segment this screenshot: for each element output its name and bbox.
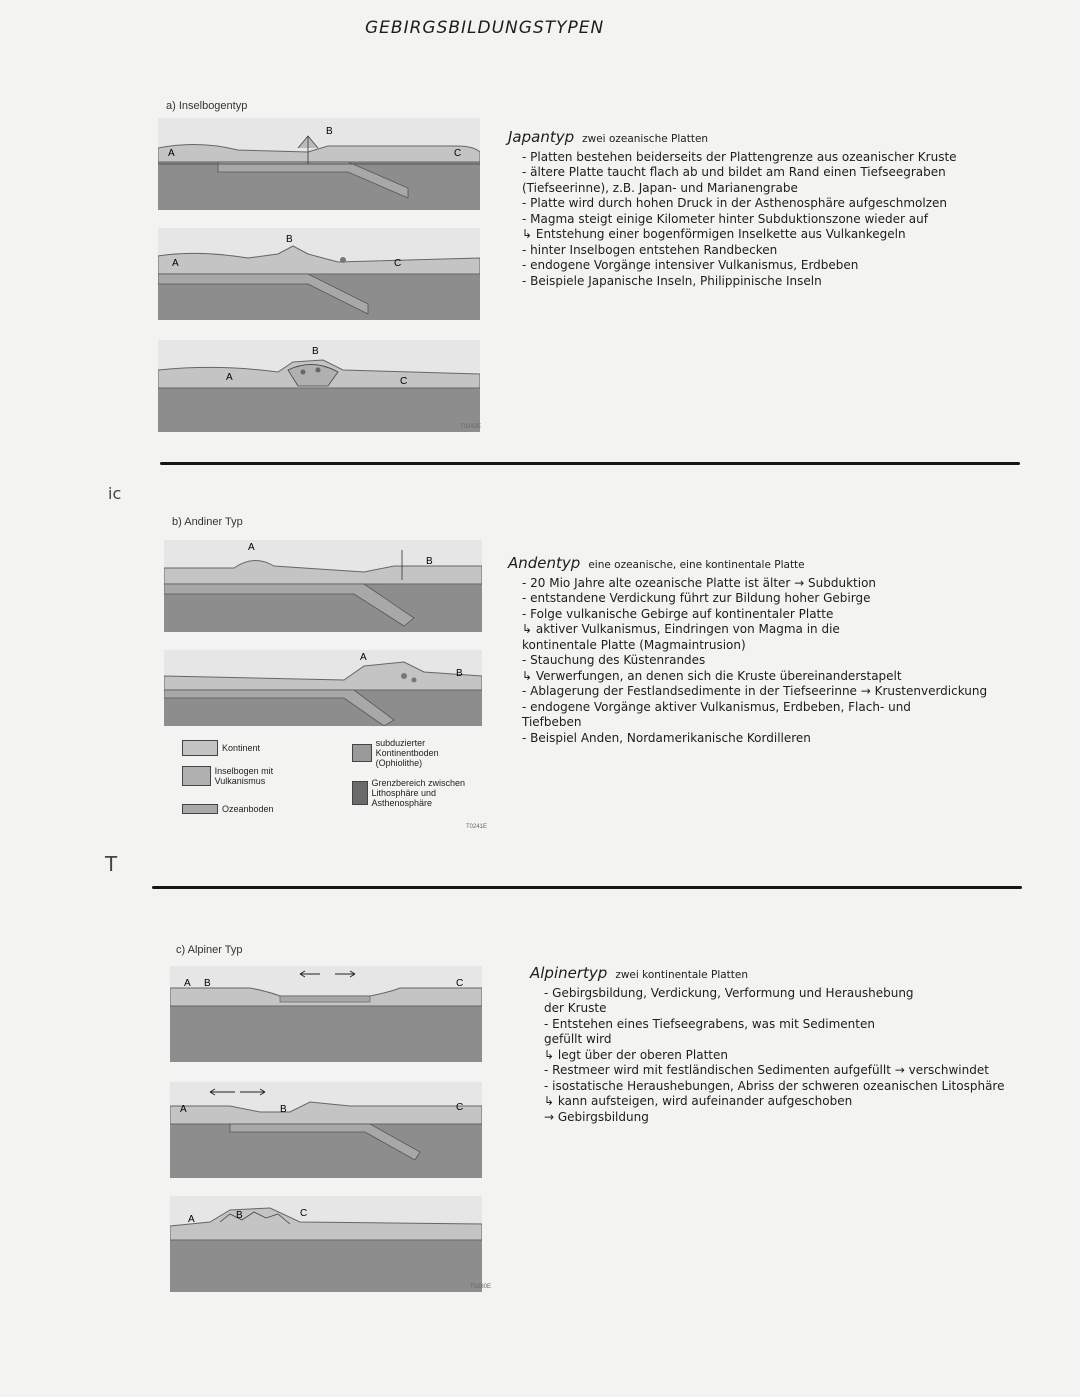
section-divider-2 (152, 886, 1022, 889)
legend-item-grenzbereich: Grenzbereich zwischen Lithosphäre und Asthenosphäre (352, 778, 472, 808)
stage2-letter-c: C (394, 258, 402, 269)
notes-head-japantyp: Japantyp (508, 128, 575, 146)
alpiner-stage2-letter-b: B (280, 1104, 287, 1115)
legend-item-inselbogen: Inselbogen mit Vulkanismus (182, 766, 302, 786)
note-line: Tiefbeben (522, 715, 582, 729)
note-line: - Platte wird durch hohen Druck in der Asthenosphäre aufgeschmolzen (522, 196, 947, 210)
note-line: ↳ legt über der oberen Platten (544, 1047, 728, 1062)
diagram-label-inselbogen: a) Inselbogentyp (166, 100, 248, 112)
alpiner-stage1-letter-b: B (204, 978, 211, 989)
legend-swatch-kontinent-icon (182, 740, 218, 756)
diagram-label-alpiner: c) Alpiner Typ (176, 944, 243, 956)
stage3-letter-c: C (400, 376, 408, 387)
notes-head-alpinertyp: Alpinertyp (530, 964, 608, 982)
alpiner-stage1-letter-a: A (184, 978, 191, 989)
note-line: ↳ Entstehung einer bogenförmigen Inselkette aus Vulkankegeln (522, 227, 906, 241)
andiner-stage1-letter-a: A (248, 542, 255, 553)
page-title: GEBIRGSBILDUNGSTYPEN (365, 18, 605, 38)
note-line: - ältere Platte taucht flach ab und bildet am Rand einen Tiefseegraben (522, 165, 946, 179)
notes-head-sub-andentyp: eine ozeanische, eine kontinentale Platte (588, 559, 805, 571)
notes-head-sub-alpinertyp: zwei kontinentale Platten (615, 969, 749, 981)
note-line: (Tiefseerinne), z.B. Japan- und Marianengrabe (522, 180, 798, 195)
alpiner-stage3-letter-c: C (300, 1208, 308, 1219)
inselbogen-diagram-stage-3 (158, 340, 480, 432)
margin-mark-bottom: T (105, 852, 118, 876)
note-line: - isostatische Heraushebungen, Abriss der schweren ozeanischen Litosphäre (544, 1078, 1005, 1093)
note-line: ↳ aktiver Vulkanismus, Eindringen von Magma in die (522, 622, 840, 636)
alpiner-stage3-letter-a: A (188, 1214, 195, 1225)
andiner-diagram-stage-2 (164, 650, 482, 726)
notes-head-sub-japantyp: zwei ozeanische Platten (582, 133, 709, 145)
inselbogen-diagram-stage-2 (158, 228, 480, 320)
note-line: der Kruste (544, 1001, 607, 1015)
note-line: ↳ kann aufsteigen, wird aufeinander aufgeschoben (544, 1094, 853, 1108)
legend-swatch-ophiolithe-icon (352, 744, 372, 762)
note-line: - Magma steigt einige Kilometer hinter Subduktionszone wieder auf (522, 211, 928, 226)
legend-item-ophiolithe: subduzierter Kontinentboden (Ophiolithe) (352, 738, 472, 768)
diagram-code-andiner: T0241E (466, 824, 488, 830)
note-line: - Restmeer wird mit festländischen Sedimenten aufgefüllt → verschwindet (544, 1063, 989, 1077)
note-line: - endogene Vorgänge aktiver Vulkanismus, Erdbeben, Flach- und (522, 699, 911, 714)
note-line: - endogene Vorgänge intensiver Vulkanismus, Erdbeben (522, 258, 859, 272)
andiner-stage2-letter-b: B (456, 668, 463, 679)
alpiner-stage1-letter-c: C (456, 978, 464, 989)
note-line: - Stauchung des Küstenrandes (522, 653, 706, 667)
alpiner-stage3-letter-b: B (236, 1210, 243, 1221)
alpiner-stage2-letter-a: A (180, 1104, 187, 1115)
alpiner-diagram-stage-3 (170, 1196, 482, 1292)
notes-alpiner (530, 966, 1020, 1125)
andiner-stage2-letter-a: A (360, 652, 367, 663)
note-line: kontinentale Platte (Magmaintrusion) (522, 637, 746, 652)
note-line: - Beispiel Anden, Nordamerikanische Kordilleren (522, 730, 811, 745)
alpiner-diagram-stage-2 (170, 1082, 482, 1178)
note-line: → Gebirgsbildung (544, 1109, 649, 1124)
legend-swatch-grenzbereich-icon (352, 781, 368, 805)
section-divider-1 (160, 462, 1020, 465)
stage2-letter-b: B (286, 234, 293, 245)
stage3-letter-a: A (226, 372, 233, 383)
note-line: - 20 Mio Jahre alte ozeanische Platte ist älter → Subduktion (522, 575, 877, 590)
note-line: gefüllt wird (544, 1032, 612, 1046)
stage3-letter-b: B (312, 346, 319, 357)
diagram-code-inselbogen: T0242E (460, 424, 482, 430)
note-line: - Platten bestehen beiderseits der Plattengrenze aus ozeanischer Kruste (522, 149, 957, 164)
alpiner-stage2-letter-c: C (456, 1102, 464, 1113)
note-line: - hinter Inselbogen entstehen Randbecken (522, 242, 778, 257)
andiner-diagram-stage-1 (164, 540, 482, 632)
note-line: - Folge vulkanische Gebirge auf kontinentaler Platte (522, 606, 834, 621)
notes-inselbogen (508, 130, 978, 289)
diagram-code-alpiner: T0280E (470, 1284, 492, 1290)
stage2-letter-a: A (172, 258, 179, 269)
legend-swatch-ozeanboden-icon (182, 804, 218, 814)
stage1-letter-a: A (168, 148, 175, 159)
alpiner-diagram-stage-1 (170, 966, 482, 1062)
margin-mark-top: ic (108, 484, 122, 503)
andiner-stage1-letter-b: B (426, 556, 433, 567)
notes-andiner (508, 556, 1028, 746)
note-line: - Entstehen eines Tiefseegrabens, was mit Sedimenten (544, 1016, 875, 1031)
legend-item-ozeanboden: Ozeanboden (182, 804, 274, 814)
diagram-label-andiner: b) Andiner Typ (172, 516, 243, 528)
legend-item-kontinent: Kontinent (182, 740, 260, 756)
stage1-letter-c: C (454, 148, 462, 159)
legend-swatch-inselbogen-icon (182, 766, 211, 786)
notes-head-andentyp: Andentyp (508, 554, 581, 572)
note-line: - entstandene Verdickung führt zur Bildung hoher Gebirge (522, 591, 871, 605)
note-line: - Gebirgsbildung, Verdickung, Verformung und Heraushebung (544, 985, 914, 1000)
note-line: ↳ Verwerfungen, an denen sich die Kruste übereinanderstapelt (522, 668, 902, 683)
stage1-letter-b: B (326, 126, 333, 137)
inselbogen-diagram-stage-1 (158, 118, 480, 210)
note-line: - Beispiele Japanische Inseln, Philippinische Inseln (522, 273, 822, 288)
note-line: - Ablagerung der Festlandsedimente in der Tiefseerinne → Krustenverdickung (522, 684, 988, 698)
